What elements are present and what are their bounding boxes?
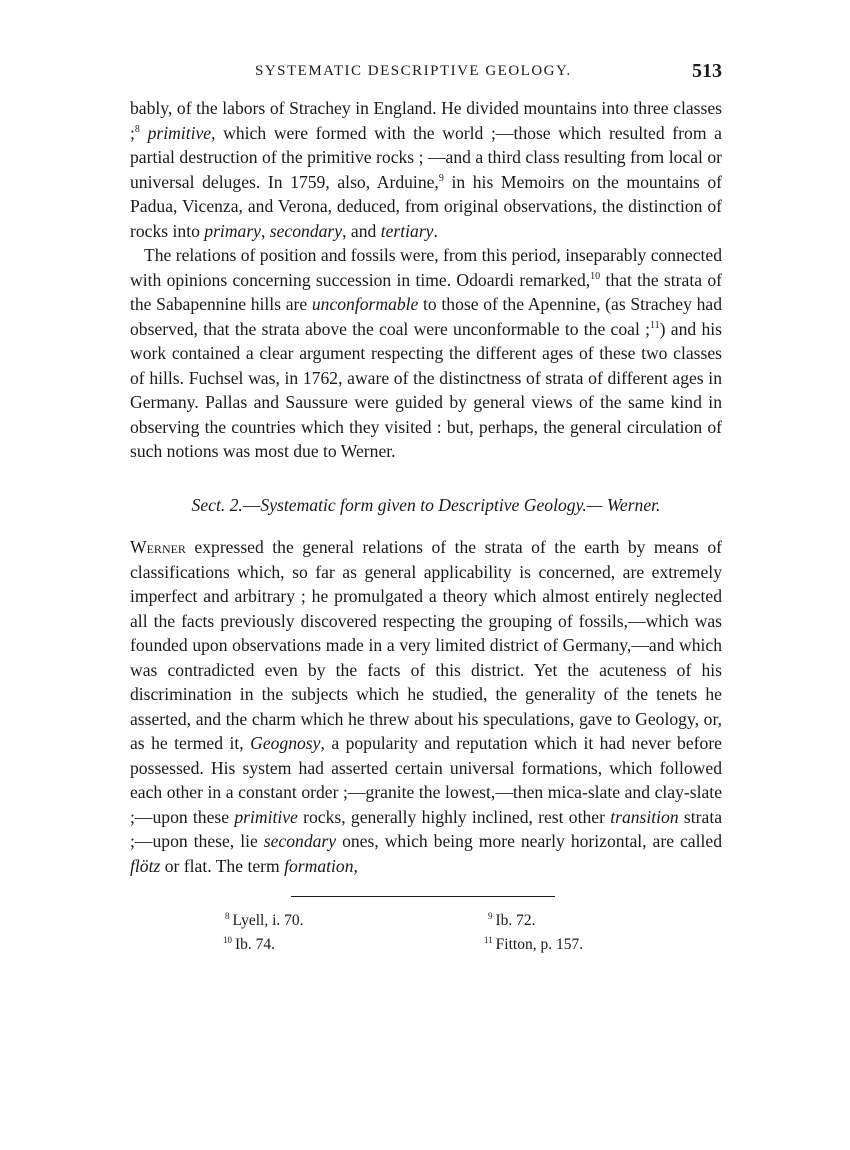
footnote-ref-11: 11 xyxy=(650,319,660,331)
running-head xyxy=(130,60,722,86)
werner-small-caps: Werner xyxy=(130,537,186,557)
footnote-ref-9: 9 xyxy=(438,172,444,184)
footnote-ref-8: 8 xyxy=(134,123,140,135)
footnote-9: $^9$ Ib. 72. xyxy=(488,911,536,930)
book-page xyxy=(130,60,722,971)
footnote-rule xyxy=(291,896,555,897)
footnotes xyxy=(130,911,722,971)
paragraph-3: Werner expressed the general relations of the strata of the earth by means of classifications which, so far as general applicability is concerned, are extremely imperfect and arbitrary ; he promulgated a theory which almost entirely neglected all the facts previously discovered respecting the grouping of fossils,—which was founded upon observations made in a very limited district of Germany,—and which was contradicted even by the facts of this district. Yet the acuteness of his discrimination in the subjects which he studied, the generality of the tenets he asserted, and the charm which he threw about his speculations, gave to Geology, or, as he termed it, Geognosy, a popularity and reputation which it had never before possessed. His system had asserted certain universal formations, which followed each other in a constant order ;—granite the lowest,—then mica-slate and clay-slate ;—upon these primitive rocks, generally highly inclined, rest other transition strata ;—upon these, lie secondary ones, which being more nearly horizontal, are called flötz or flat. The term formation, xyxy=(130,537,723,876)
footnote-11: $^{11}$ Fitton, p. 157. xyxy=(484,935,584,954)
body-text xyxy=(130,96,722,878)
footnote-ref-10: 10 xyxy=(590,270,601,282)
section-heading: Sect. 2.—Systematic form given to Descriptive Geology.— Werner. xyxy=(191,494,661,515)
paragraph-1: bably, of the labors of Strachey in England. He divided mountains into three classes ;$^8$ primitive, which were formed with the world ;—those which resulted from a partial destruction of the primitive rocks ; —and a third class resulting from local or universal deluges. In 1759, also, Arduine,$^9$ in his Memoirs on the mountains of Padua, Vicenza, and Verona, deduced, from original observations, the distinction of rocks into primary, secondary, and tertiary. xyxy=(130,98,722,241)
page-number: 513 xyxy=(692,60,722,82)
footnote-8: $^8$ Lyell, i. 70. xyxy=(225,911,304,930)
footnote-10: $^{10}$ Ib. 74. xyxy=(223,935,276,954)
paragraph-2: The relations of position and fossils were, from this period, inseparably connected with opinions concerning succession in time. Odoardi remarked,$^{10}$ that the strata of the Sabapennine hills are unconformable to those of the Apennine, (as Strachey had observed, that the strata above the coal were unconformable to the coal ;$^{11}$) and his work contained a clear argument respecting the different ages of these two classes of hills. Fuchsel was, in 1762, aware of the distinctness of strata of different ages in Germany. Pallas and Saussure were guided by general views of the same kind in observing the countries which they visited : but, perhaps, the general circulation of such notions was most due to Werner. xyxy=(130,245,722,461)
running-title: SYSTEMATIC DESCRIPTIVE GEOLOGY. xyxy=(255,63,572,79)
